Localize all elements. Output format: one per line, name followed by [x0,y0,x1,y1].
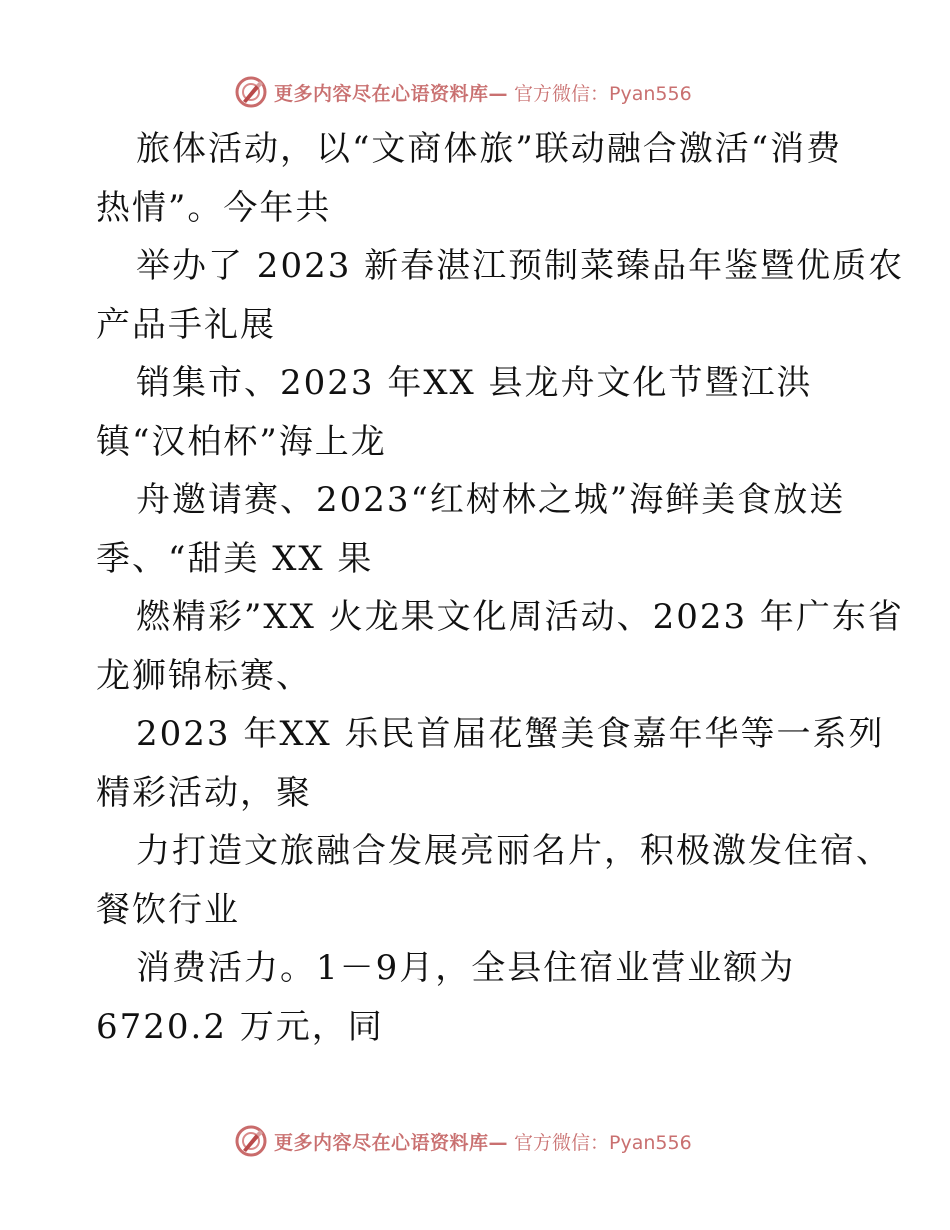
text-line: 燃精彩”XX 火龙果文化周活动、2023 年广东省 [136,597,904,637]
text-line: 产品手礼展 [96,304,276,345]
text-line: 镇“汉柏杯”海上龙 [96,421,387,462]
text-line: 餐饮行业 [96,889,240,930]
text-line: 6720.2 万元，同 [96,1006,384,1047]
text-line: 舟邀请赛、2023“红树林之城”海鲜美食放送 [136,480,846,520]
text-line: 2023 年XX 乐民首届花蟹美食嘉年华等一系列 [136,714,885,754]
watermark-text: 更多内容尽在心语资料库— [274,82,509,105]
watermark-text: 更多内容尽在心语资料库— [274,1131,509,1154]
text-line: 消费活力。1－9月，全县住宿业营业额为 [136,948,796,988]
text-line: 龙狮锦标赛、 [96,655,312,696]
watermark-wechat: 官方微信：Pyan556 [514,1131,692,1154]
watermark-wechat: 官方微信：Pyan556 [514,82,692,105]
text-line: 热情”。今年共 [96,187,332,228]
pen-logo-icon [234,75,268,109]
text-line: 举办了 2023 新春湛江预制菜臻品年鉴暨优质农 [136,246,905,286]
document-body [96,120,905,1056]
text-line: 销集市、2023 年XX 县龙舟文化节暨江洪 [136,363,813,403]
pen-logo-icon [234,1124,268,1158]
footer-watermark [234,1121,692,1161]
text-line: 力打造文旅融合发展亮丽名片，积极激发住宿、 [136,831,892,871]
header-watermark [234,72,692,112]
text-line: 精彩活动，聚 [96,772,312,813]
text-line: 季、“甜美 XX 果 [96,538,374,579]
text-line: 旅体活动，以“文商体旅”联动融合激活“消费 [136,129,843,169]
